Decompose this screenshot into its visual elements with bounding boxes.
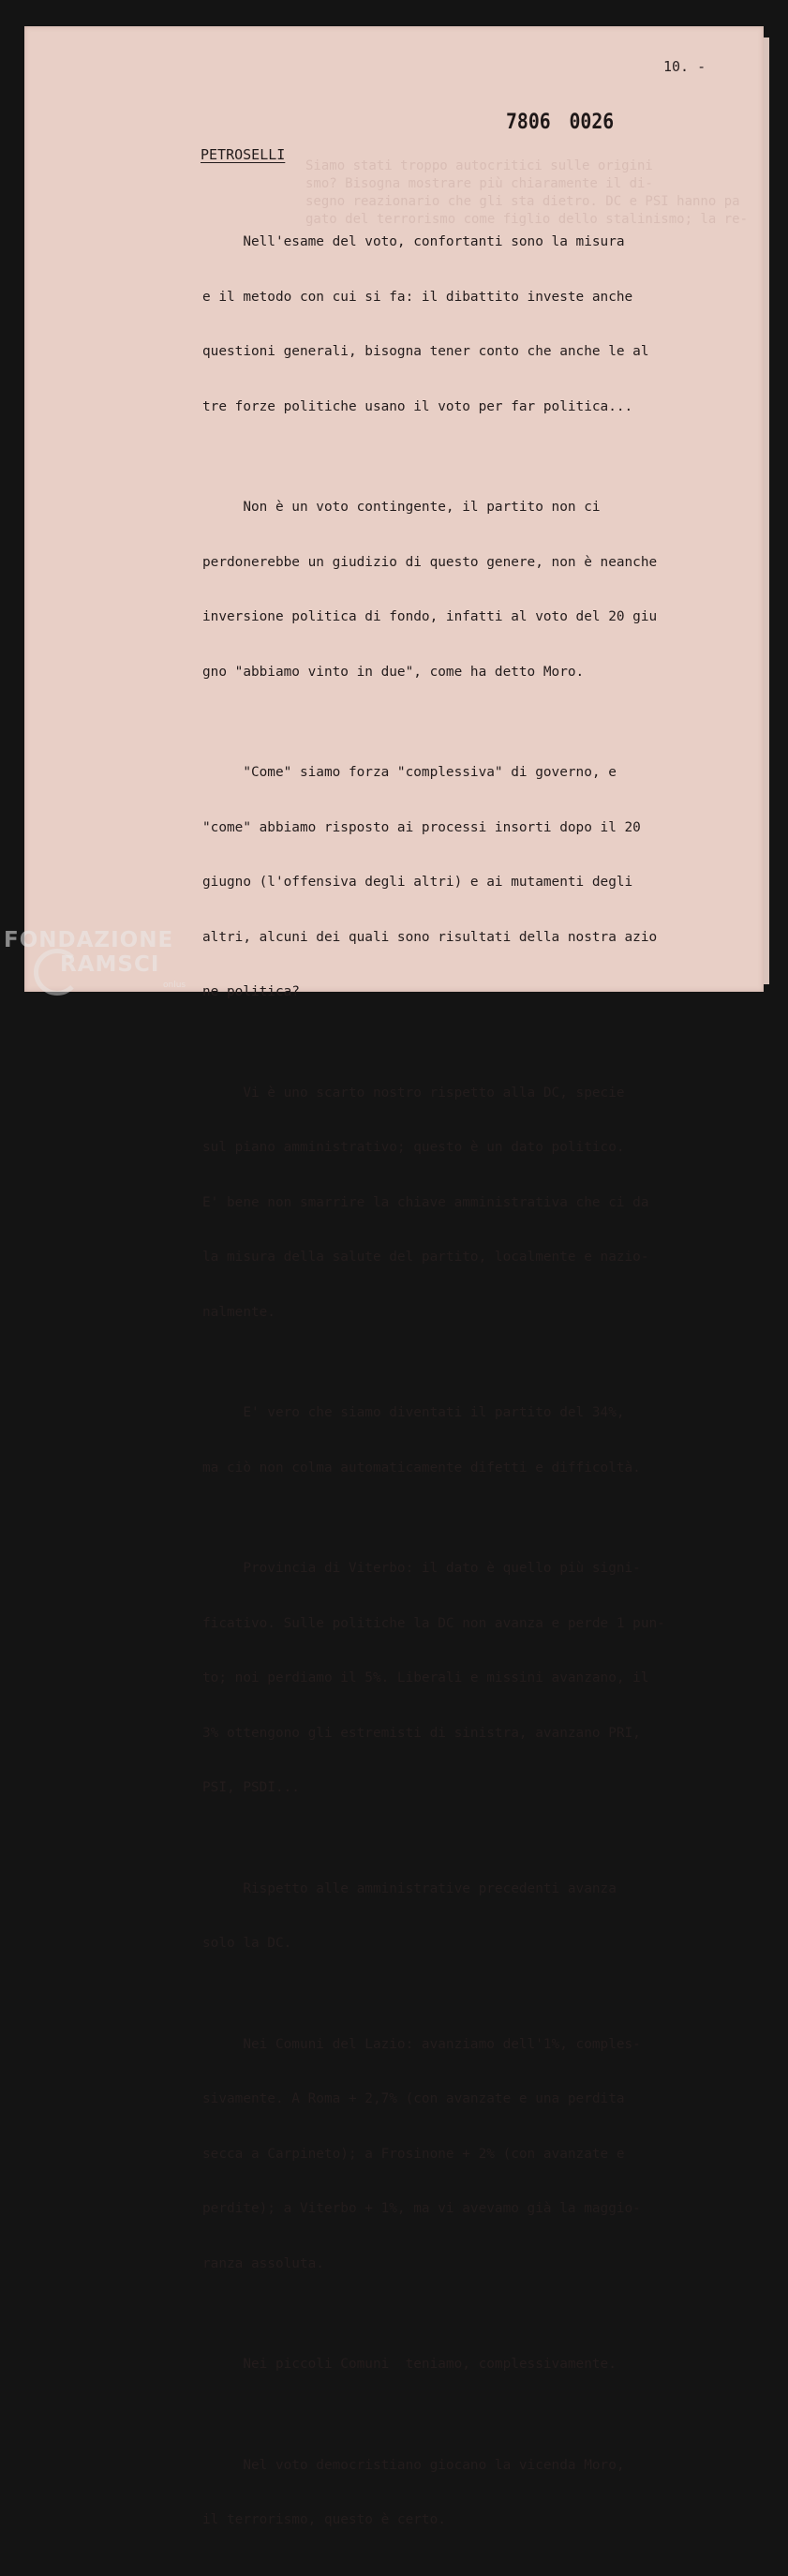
paragraph <box>202 462 727 718</box>
text-line: altri, alcuni dei quali sono risultati della nostra azio <box>202 929 658 945</box>
text-line: Nei piccoli Comuni teniamo, complessivamente. <box>202 2357 617 2372</box>
text-line: E' bene non smarrire la chiave amministrativa che ci da <box>202 1194 649 1210</box>
text-line: Nell'esame del voto, confortanti sono la misura <box>202 234 625 249</box>
paragraph <box>202 197 727 453</box>
text-line: Vi è uno scarto nostro rispetto alla DC, specie <box>202 1085 625 1101</box>
text-line: tre forze politiche usano il voto per far politica... <box>202 398 633 414</box>
page-number: 10. - <box>663 58 706 75</box>
text-line: "Come" siamo forza "complessiva" di governo, e <box>202 765 617 780</box>
paragraph <box>202 2420 727 2567</box>
text-line: Nel voto democristiano giocano la vicenda Moro, <box>202 2457 625 2473</box>
bleed-through-text: Siamo stati troppo autocritici sulle origini smo? Bisogna mostrare più chiaramente il di- segno reazionario che gli sta dietro. DC e PSI hanno pa gato del terrorismo come figlio dello stalinismo; la re- <box>305 158 749 227</box>
logo-line-1: FONDAZIONE <box>4 928 174 952</box>
text-line: e il metodo con cui si fa: il dibattito investe anche <box>202 289 633 305</box>
text-line: ne politica? <box>202 984 300 999</box>
text-line: to; noi perdiamo il 5%. Liberali e missini avanzano, il <box>202 1670 649 1685</box>
page-edge <box>764 37 769 984</box>
paragraph <box>202 1523 727 1835</box>
text-line: il terrorismo, questo è certo. <box>202 2512 446 2527</box>
text-line: E' vero che siamo diventati il partito del 34%, <box>202 1405 625 1420</box>
text-line: perdonerebbe un giudizio di questo genere, non è neanche <box>202 554 658 570</box>
text-line: la misura della salute del partito, localmente e nazio- <box>202 1250 649 1265</box>
text-line: ficativo. Sulle politiche la DC non avanza e perde 1 pun- <box>202 1615 665 1631</box>
paragraph <box>202 727 727 1039</box>
text-line: Non è un voto contingente, il partito non ci <box>202 500 601 515</box>
text-line: gno "abbiamo vinto in due", come ha detto Moro. <box>202 664 585 680</box>
text-line: perdite); a Viterbo + 1%, ma vi avevamo già la maggio- <box>202 2201 641 2216</box>
text-line: "come" abbiamo risposto ai processi insorti dopo il 20 <box>202 819 641 835</box>
document-body <box>202 197 727 2576</box>
archive-stamp <box>506 111 632 134</box>
text-line: secca a Carpineto); a Frosinone + 2% (con avanzate e <box>202 2146 625 2162</box>
text-line: 3% ottengono gli estremisti di sinistra, avanzano PRI, <box>202 1725 641 1741</box>
paragraph <box>202 2319 727 2411</box>
speaker-heading: PETROSELLI <box>201 146 286 163</box>
text-line: Nei Comuni del Lazio: avanziamo dell'1%, comples- <box>202 2036 641 2052</box>
text-line: solo la DC. <box>202 1936 292 1951</box>
text-line: Rispetto alle amministrative precedenti avanza <box>202 1880 617 1896</box>
text-line: giugno (l'offensiva degli altri) e ai mutamenti degli <box>202 875 633 890</box>
text-line: PSI, PSDI... <box>202 1780 300 1795</box>
paragraph <box>202 1048 727 1359</box>
paragraph <box>202 1844 727 1990</box>
text-line: inversione politica di fondo, infatti al voto del 20 giu <box>202 609 658 624</box>
fondazione-gramsci-logo <box>4 928 186 990</box>
text-line: nalmente. <box>202 1304 275 1320</box>
logo-onlus: onlus <box>163 981 186 990</box>
text-line: ranza assoluta. <box>202 2255 324 2271</box>
text-line: questioni generali, bisogna tener conto che anche le al <box>202 344 649 359</box>
stamp-part-1: 7806 <box>506 111 551 134</box>
paragraph <box>202 1999 727 2311</box>
paragraph <box>202 1368 727 1514</box>
text-line: Provincia di Viterbo: il dato è quello più signi- <box>202 1561 641 1576</box>
text-line: sivamente. A Roma + 2,7% (con avanzate e una perdita <box>202 2091 625 2106</box>
text-line: sul piano amministrativo; questo è un dato politico. <box>202 1140 625 1155</box>
stamp-part-2: 0026 <box>569 111 615 134</box>
text-line: ma ciò non colma automaticamente difetti e difficoltà. <box>202 1460 641 1475</box>
logo-line-2: RAMSCI <box>60 952 160 977</box>
